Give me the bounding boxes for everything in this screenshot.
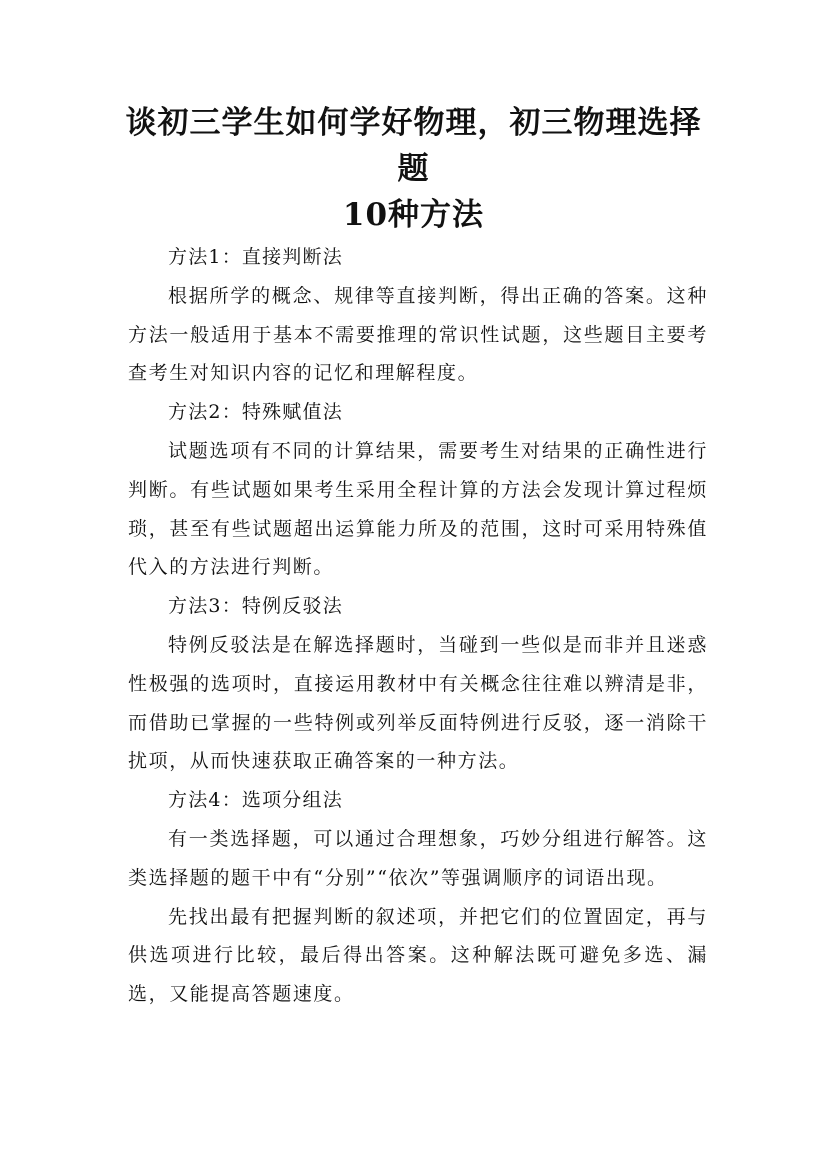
- method-1-text: 根据所学的概念、规律等直接判断，得出正确的答案。这种方法一般适用于基本不需要推理的常识性试题，这些题目主要考查考生对知识内容的记忆和理解程度。: [128, 284, 708, 385]
- method-4-heading: 方法4：选项分组法: [168, 789, 343, 812]
- method-4-text: 有一类选择题，可以通过合理想象，巧妙分组进行解答。这类选择题的题干中有“分别”“依次”等强调顺序的词语出现。: [128, 827, 708, 889]
- method-4-text-continued: 先找出最有把握判断的叙述项，并把它们的位置固定，再与供选项进行比较，最后得出答案。这种解法既可避免多选、漏选，又能提高答题速度。: [128, 905, 708, 1006]
- method-2-text: 试题选项有不同的计算结果，需要考生对结果的正确性进行判断。有些试题如果考生采用全程计算的方法会发现计算过程烦琐，甚至有些试题超出运算能力所及的范围，这时可采用特殊值代入的方法进行判断。: [128, 439, 708, 579]
- method-3-heading: 方法3：特例反驳法: [168, 595, 343, 618]
- method-3-text: 特例反驳法是在解选择题时，当碰到一些似是而非并且迷惑性极强的选项时，直接运用教材中有关概念往往难以辨清是非，而借助已掌握的一些特例或列举反面特例进行反驳，逐一消除干扰项，从而快速获取正确答案的一种方法。: [128, 633, 708, 773]
- method-2-heading: 方法2：特殊赋值法: [168, 401, 343, 424]
- title-line-2: 10种方法: [342, 197, 485, 233]
- document-title: [110, 100, 717, 238]
- document-body: [128, 238, 708, 1014]
- method-1-heading: 方法1：直接判断法: [168, 246, 343, 268]
- title-line-1: 谈初三学生如何学好物理，初三物理选择题: [125, 105, 702, 187]
